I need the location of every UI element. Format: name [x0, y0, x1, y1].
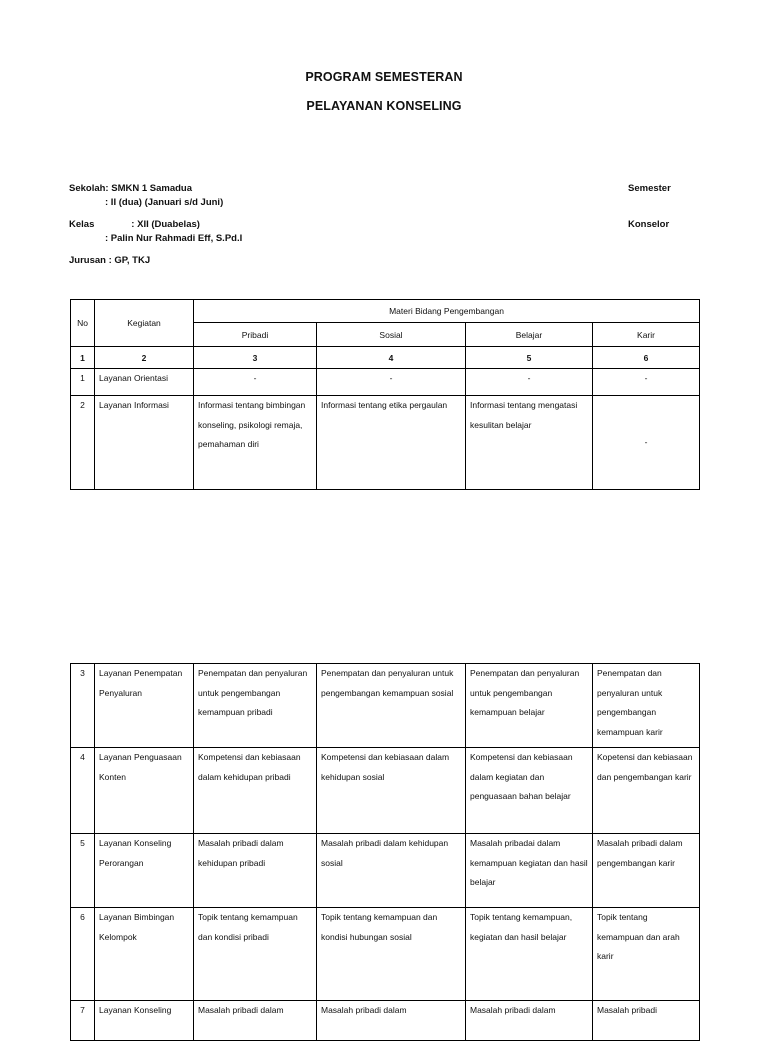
row-belajar: Masalah pribadi dalam	[466, 1001, 593, 1041]
row-pribadi: Masalah pribadi dalam	[194, 1001, 317, 1041]
column-number: 4	[317, 347, 466, 369]
row-karir: Kopetensi dan kebiasaan dan pengembangan karir	[593, 748, 700, 834]
column-number-row	[71, 347, 700, 369]
row-pribadi: Masalah pribadi dalam kehidupan pribadi	[194, 834, 317, 908]
row-sosial: Topik tentang kemampuan dan kondisi hubungan sosial	[317, 908, 466, 1001]
row-no: 6	[71, 908, 95, 1001]
row-sosial: -	[317, 369, 466, 396]
row-pribadi: Kompetensi dan kebiasaan dalam kehidupan pribadi	[194, 748, 317, 834]
konselor-label: Konselor	[628, 219, 670, 230]
column-number: 2	[95, 347, 194, 369]
row-belajar: Kompetensi dan kebiasaan dalam kegiatan dan penguasaan bahan belajar	[466, 748, 593, 834]
row-kegiatan: Layanan Penempatan Penyaluran	[95, 664, 194, 748]
header-pribadi: Pribadi	[194, 323, 317, 347]
program-table-page1	[70, 299, 700, 490]
table-row	[71, 1001, 700, 1041]
row-karir: Masalah pribadi dalam pengembangan karir	[593, 834, 700, 908]
table-row	[71, 908, 700, 1001]
row-no: 4	[71, 748, 95, 834]
table-row	[71, 748, 700, 834]
table-row	[71, 396, 700, 490]
document-subtitle: PELAYANAN KONSELING	[306, 99, 462, 113]
row-karir: Masalah pribadi	[593, 1001, 700, 1041]
row-sosial: Masalah pribadi dalam	[317, 1001, 466, 1041]
header-no: No	[71, 300, 95, 347]
semester-label: Semester	[628, 183, 671, 194]
row-no: 3	[71, 664, 95, 748]
column-number: 1	[71, 347, 95, 369]
row-pribadi: Topik tentang kemampuan dan kondisi pribadi	[194, 908, 317, 1001]
document-title: PROGRAM SEMESTERAN	[305, 70, 463, 84]
table-row	[71, 664, 700, 748]
row-kegiatan: Layanan Konseling Perorangan	[95, 834, 194, 908]
row-pribadi: -	[194, 369, 317, 396]
sekolah-text: Sekolah: SMKN 1 Samadua	[69, 183, 193, 194]
row-no: 5	[71, 834, 95, 908]
program-table-page2	[70, 663, 700, 1041]
row-karir: Penempatan dan penyaluran untuk pengembangan kemampuan karir	[593, 664, 700, 748]
row-sosial: Kompetensi dan kebiasaan dalam kehidupan sosial	[317, 748, 466, 834]
table-row	[71, 834, 700, 908]
column-number: 3	[194, 347, 317, 369]
row-kegiatan: Layanan Bimbingan Kelompok	[95, 908, 194, 1001]
row-karir: Topik tentang kemampuan dan arah karir	[593, 908, 700, 1001]
row-pribadi: Penempatan dan penyaluran untuk pengembangan kemampuan pribadi	[194, 664, 317, 748]
row-belajar: Masalah pribadai dalam kemampuan kegiatan dan hasil belajar	[466, 834, 593, 908]
row-kegiatan: Layanan Penguasaan Konten	[95, 748, 194, 834]
row-no: 2	[71, 396, 95, 490]
row-sosial: Penempatan dan penyaluran untuk pengembangan kemampuan sosial	[317, 664, 466, 748]
row-kegiatan: Layanan Konseling	[95, 1001, 194, 1041]
kelas-text: Kelas : XII (Duabelas)	[69, 219, 200, 230]
row-belajar: -	[466, 369, 593, 396]
row-belajar: Penempatan dan penyaluran untuk pengembangan kemampuan belajar	[466, 664, 593, 748]
header-kegiatan: Kegiatan	[95, 300, 194, 347]
row-karir: -	[593, 396, 700, 490]
row-karir: -	[593, 369, 700, 396]
konselor-value: : Palin Nur Rahmadi Eff, S.Pd.I	[105, 233, 243, 244]
row-belajar: Topik tentang kemampuan, kegiatan dan hasil belajar	[466, 908, 593, 1001]
header-materi-group: Materi Bidang Pengembangan	[194, 300, 700, 323]
row-pribadi: Informasi tentang bimbingan konseling, psikologi remaja, pemahaman diri	[194, 396, 317, 490]
header-karir: Karir	[593, 323, 700, 347]
column-number: 5	[466, 347, 593, 369]
row-no: 1	[71, 369, 95, 396]
row-sosial: Masalah pribadi dalam kehidupan sosial	[317, 834, 466, 908]
row-sosial: Informasi tentang etika pergaulan	[317, 396, 466, 490]
header-belajar: Belajar	[466, 323, 593, 347]
row-kegiatan: Layanan Orientasi	[95, 369, 194, 396]
row-no: 7	[71, 1001, 95, 1041]
column-number: 6	[593, 347, 700, 369]
semester-value: : II (dua) (Januari s/d Juni)	[105, 197, 224, 208]
jurusan-text: Jurusan : GP, TKJ	[69, 255, 151, 266]
row-kegiatan: Layanan Informasi	[95, 396, 194, 490]
header-sosial: Sosial	[317, 323, 466, 347]
table-row	[71, 369, 700, 396]
row-belajar: Informasi tentang mengatasi kesulitan belajar	[466, 396, 593, 490]
